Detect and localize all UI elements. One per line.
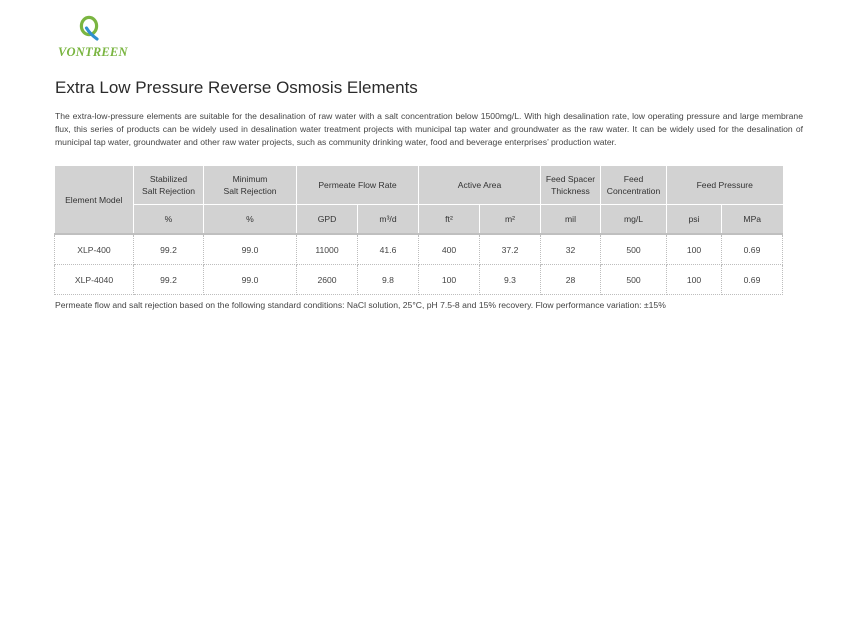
table-cell: 11000	[297, 234, 358, 265]
cell-element-model: XLP-400	[55, 234, 134, 265]
table-cell: 0.69	[722, 234, 783, 265]
header-minimum-salt-rejection: Minimum Salt Rejection	[204, 166, 297, 205]
header-feed-pressure: Feed Pressure	[667, 166, 783, 205]
header-row-units	[55, 205, 783, 235]
unit-cell: MPa	[722, 205, 783, 235]
footnote: Permeate flow and salt rejection based on the following standard conditions: NaCl solution, 25°C, pH 7.5-8 and 15% recovery. Flow performance variation: ±15%	[55, 300, 666, 310]
spec-table	[54, 166, 783, 295]
table-cell: 41.6	[358, 234, 419, 265]
logo-wordmark: VONTREEN	[58, 45, 128, 59]
table-cell: 100	[419, 265, 480, 295]
table-cell: 9.3	[480, 265, 541, 295]
header-feed-concentration: Feed Concentration	[601, 166, 667, 205]
table-cell: 99.0	[204, 265, 297, 295]
table-row	[55, 234, 783, 265]
table-row	[55, 265, 783, 295]
table-cell: 99.2	[134, 265, 204, 295]
intro-paragraph: The extra-low-pressure elements are suitable for the desalination of raw water with a salt concentration below 1500mg/L. With high desalination rate, low operating pressure and large membrane flux, this series of products can be widely used in desalination water treatment projects with municipal tap water and groundwater as the raw water. It can be widely used for the desalination of municipal tap water, groundwater and other raw water projects, such as community drinking water, food and beverage enterprises’ production water.	[55, 111, 803, 147]
unit-cell: psi	[667, 205, 722, 235]
header-permeate-flow-rate: Permeate Flow Rate	[297, 166, 419, 205]
table-cell: 400	[419, 234, 480, 265]
table-cell: 28	[541, 265, 601, 295]
header-row-groups	[55, 166, 783, 205]
cell-element-model: XLP-4040	[55, 265, 134, 295]
table-cell: 99.2	[134, 234, 204, 265]
header-active-area: Active Area	[419, 166, 541, 205]
table-cell: 500	[601, 234, 667, 265]
table-cell: 2600	[297, 265, 358, 295]
header-stabilized-salt-rejection: Stabilized Salt Rejection	[134, 166, 204, 205]
table-cell: 9.8	[358, 265, 419, 295]
unit-cell: ft²	[419, 205, 480, 235]
unit-cell: m³/d	[358, 205, 419, 235]
unit-cell: %	[134, 205, 204, 235]
vontreen-emblem-icon	[78, 15, 100, 41]
vontreen-logo	[58, 15, 138, 63]
header-feed-spacer-thickness: Feed Spacer Thickness	[541, 166, 601, 205]
unit-cell: %	[204, 205, 297, 235]
table-cell: 100	[667, 234, 722, 265]
table-cell: 500	[601, 265, 667, 295]
table-cell: 0.69	[722, 265, 783, 295]
table-cell: 37.2	[480, 234, 541, 265]
page-title: Extra Low Pressure Reverse Osmosis Elements	[55, 78, 418, 97]
table-cell: 100	[667, 265, 722, 295]
unit-cell: GPD	[297, 205, 358, 235]
table-cell: 32	[541, 234, 601, 265]
header-element-model: Element Model	[55, 166, 134, 234]
table-cell: 99.0	[204, 234, 297, 265]
unit-cell: mil	[541, 205, 601, 235]
unit-cell: mg/L	[601, 205, 667, 235]
unit-cell: m²	[480, 205, 541, 235]
